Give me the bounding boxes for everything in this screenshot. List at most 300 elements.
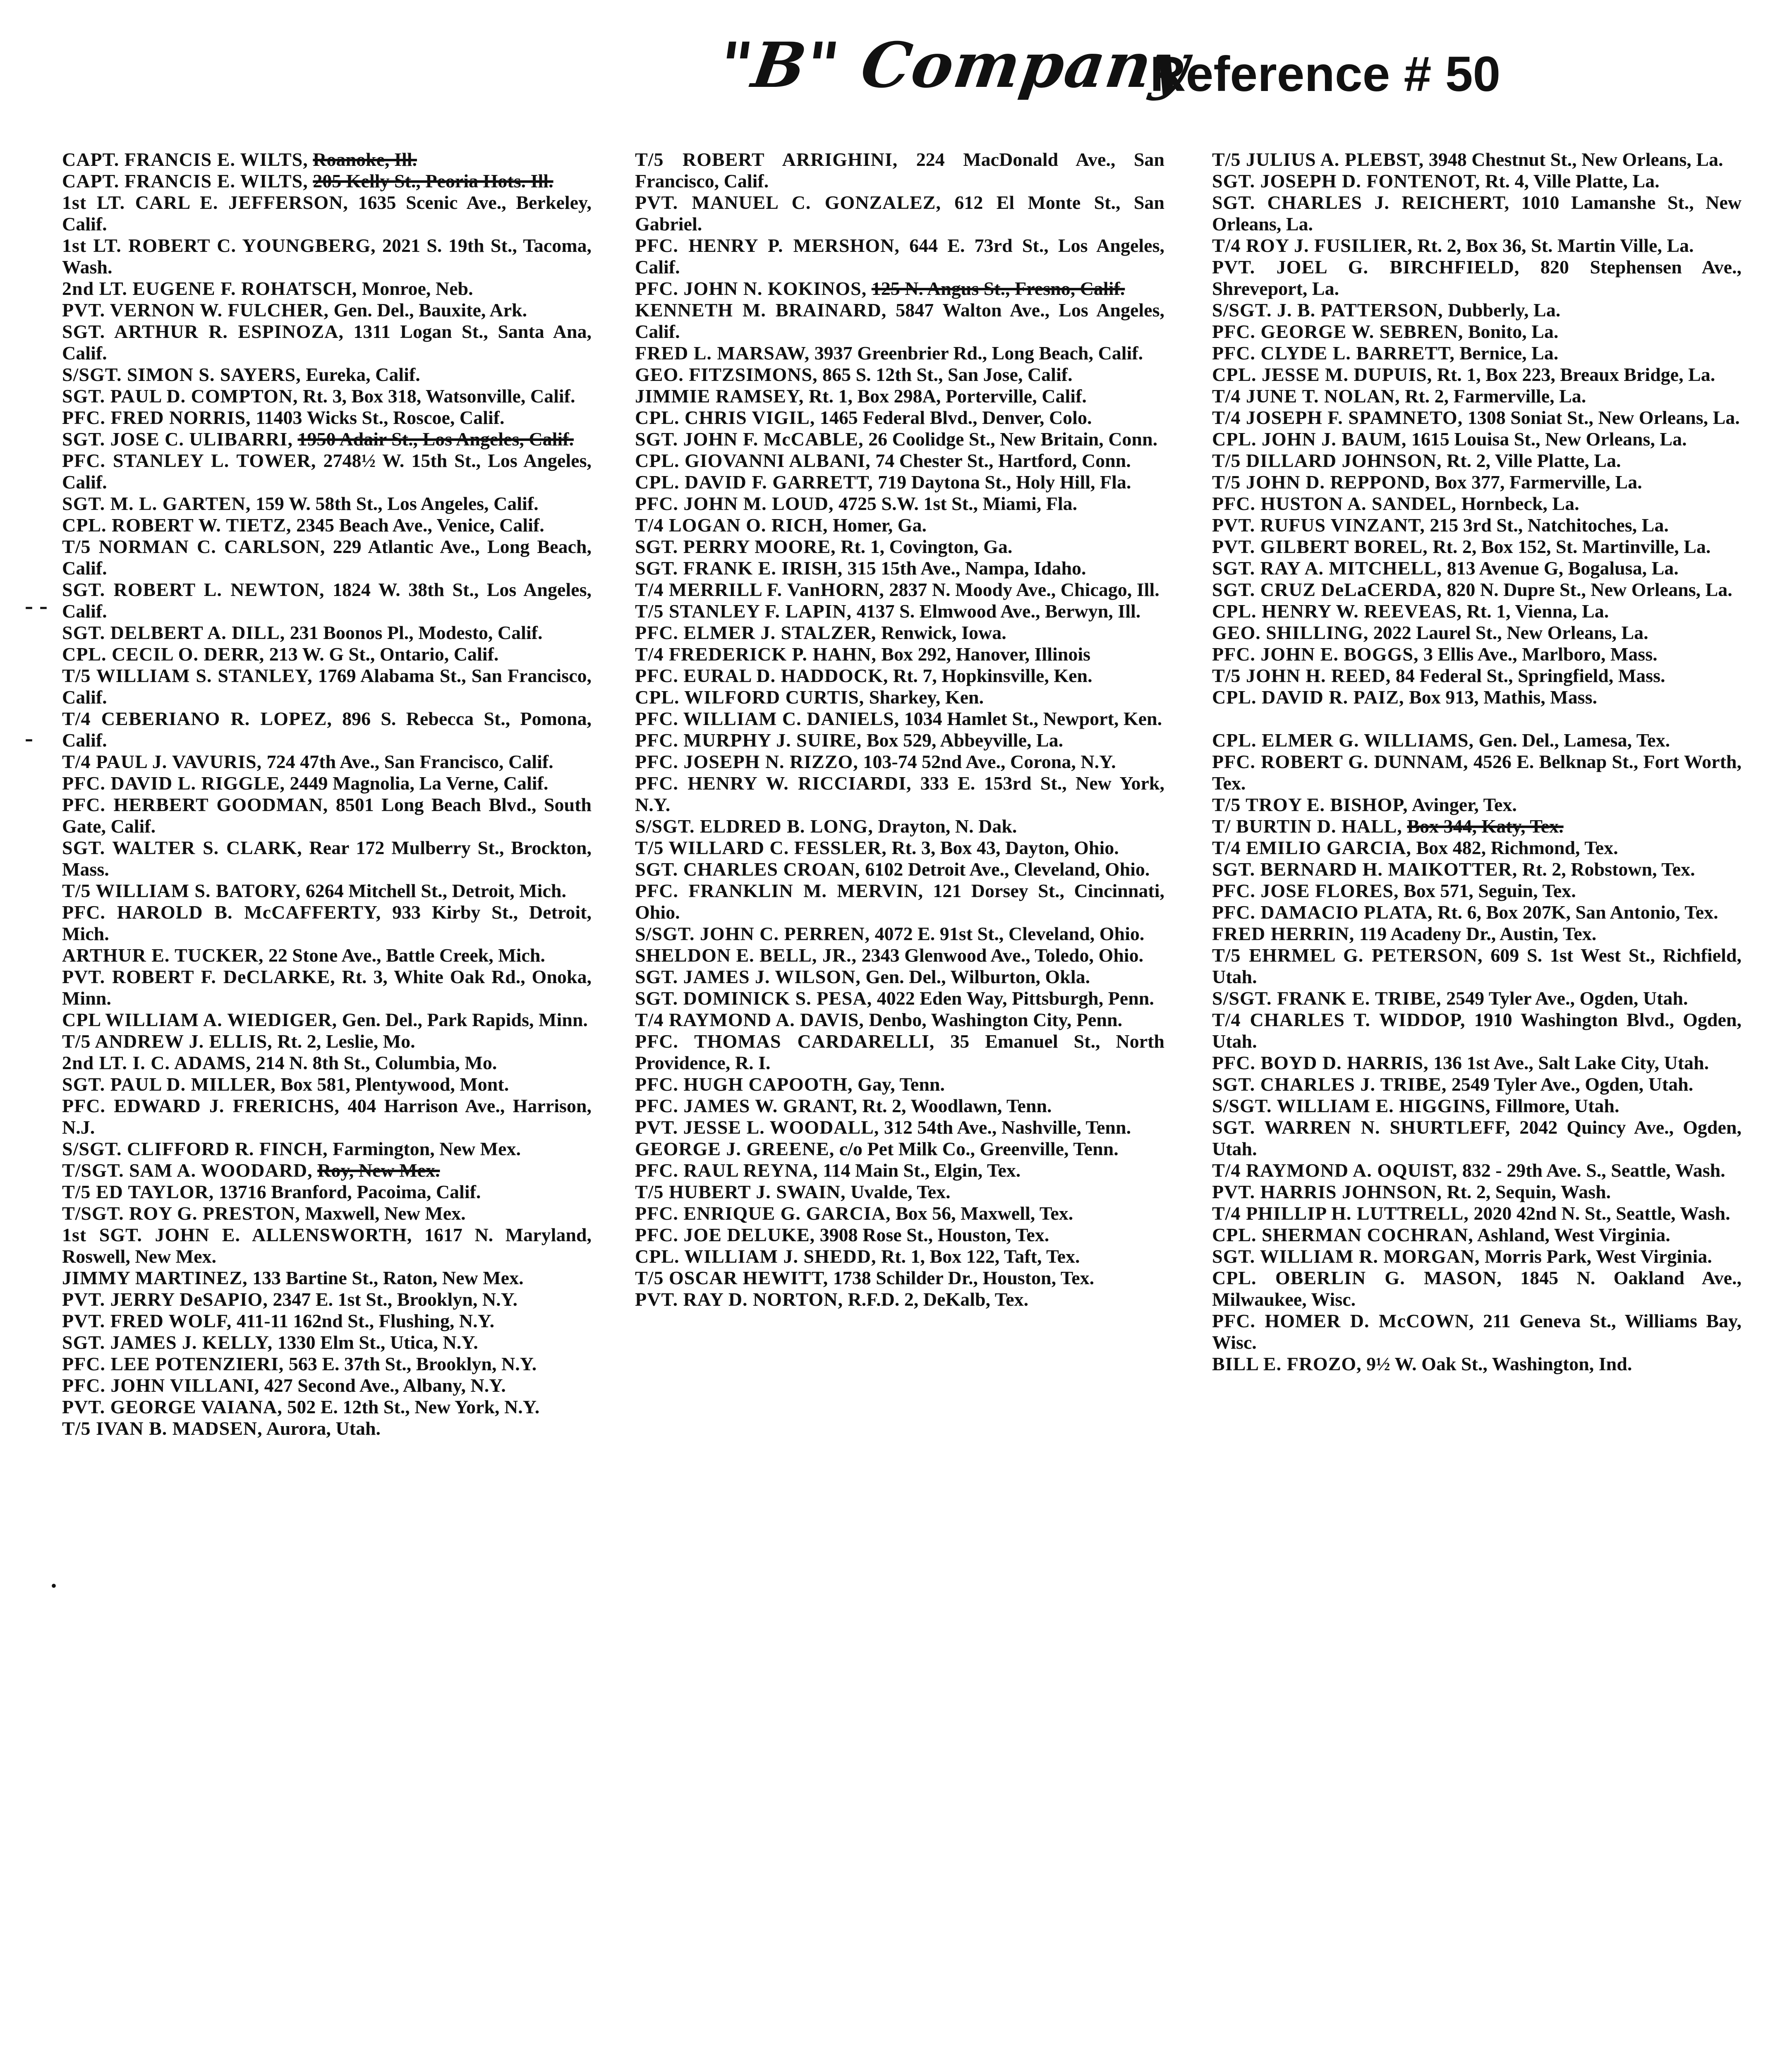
soldier-address: Box 571, Seguin, Tex.	[1404, 880, 1576, 901]
roster-entry	[62, 1396, 592, 1418]
roster-entry	[62, 1203, 592, 1224]
roster-entry	[62, 299, 592, 321]
soldier-address: Box 913, Mathis, Mass.	[1409, 687, 1597, 708]
soldier-name: T/4 EMILIO GARCIA,	[1212, 837, 1411, 858]
soldier-name: T/4 FREDERICK P. HAHN,	[635, 644, 877, 665]
reference-number: Reference # 50	[1150, 46, 1501, 102]
soldier-name: PFC. RAUL REYNA,	[635, 1160, 818, 1181]
soldier-address: 724 47th Ave., San Francisco, Calif.	[266, 751, 553, 772]
roster-entry	[635, 880, 1164, 923]
roster-entry	[1212, 794, 1742, 816]
roster-entry	[1212, 622, 1742, 644]
roster-column-1	[62, 149, 592, 1439]
soldier-name: SGT. RAY A. MITCHELL,	[1212, 558, 1442, 579]
soldier-address: 2347 E. 1st St., Brooklyn, N.Y.	[273, 1289, 518, 1310]
soldier-name: SHELDON E. BELL, JR.,	[635, 945, 857, 966]
roster-entry	[1212, 859, 1742, 880]
soldier-name: SGT. CRUZ DeLaCERDA,	[1212, 579, 1442, 600]
soldier-address: Rt. 2, Farmerville, La.	[1405, 385, 1586, 407]
soldier-name: PFC. BOYD D. HARRIS,	[1212, 1052, 1429, 1073]
soldier-name: T/5 TROY E. BISHOP,	[1212, 794, 1408, 815]
soldier-address: Gay, Tenn.	[858, 1074, 945, 1095]
roster-entry	[62, 385, 592, 407]
soldier-address: 119 Acadeny Dr., Austin, Tex.	[1359, 923, 1597, 944]
roster-entry	[635, 1181, 1164, 1203]
soldier-name: SGT. CHARLES J. REICHERT,	[1212, 192, 1510, 213]
soldier-name: PFC. LEE POTENZIERI,	[62, 1353, 284, 1374]
soldier-name: PVT. ROBERT F. DeCLARKE,	[62, 966, 335, 987]
soldier-address: Rt. 1, Vienna, La.	[1466, 601, 1609, 622]
soldier-name: SGT. CHARLES CROAN,	[635, 859, 860, 880]
soldier-name: T/5 NORMAN C. CARLSON,	[62, 536, 326, 557]
soldier-address: Rt. 2, Ville Platte, La.	[1446, 450, 1621, 471]
soldier-name: CPL. ELMER G. WILLIAMS,	[1212, 730, 1474, 751]
soldier-name: PVT. GILBERT BOREL,	[1212, 536, 1428, 557]
soldier-name: S/SGT. J. B. PATTERSON,	[1212, 299, 1443, 321]
roster-entry	[1212, 235, 1742, 256]
soldier-name: SGT. ROBERT L. NEWTON,	[62, 579, 325, 600]
roster-entry	[635, 407, 1164, 428]
soldier-address: Farmington, New Mex.	[333, 1138, 521, 1159]
soldier-address: Rt. 7, Hopkinsville, Ken.	[893, 665, 1092, 686]
soldier-name: ARTHUR E. TUCKER,	[62, 945, 264, 966]
soldier-name: CPL. DAVID R. PAIZ,	[1212, 687, 1404, 708]
soldier-address: Homer, Ga.	[833, 515, 927, 536]
soldier-name: PFC. HENRY P. MERSHON,	[635, 235, 900, 256]
soldier-name: FRED HERRIN,	[1212, 923, 1355, 944]
soldier-address: 4137 S. Elmwood Ave., Berwyn, Ill.	[856, 601, 1141, 622]
soldier-address: 3948 Chestnut St., New Orleans, La.	[1428, 149, 1723, 170]
roster-entry	[1212, 1009, 1742, 1052]
soldier-name: CPL. ROBERT W. TIETZ,	[62, 515, 292, 536]
soldier-address: 215 3rd St., Natchitoches, La.	[1430, 515, 1669, 536]
soldier-address: Rt. 3, White Oak Rd., Onoka, Minn.	[62, 966, 592, 1009]
roster-entry	[635, 1289, 1164, 1310]
soldier-address: 1330 Elm St., Utica, N.Y.	[277, 1332, 478, 1353]
roster-entry	[1212, 1095, 1742, 1117]
soldier-name: PFC. ELMER J. STALZER,	[635, 622, 877, 643]
roster-entry	[635, 428, 1164, 450]
roster-entry	[1212, 988, 1742, 1009]
soldier-name: T/5 EHRMEL G. PETERSON,	[1212, 945, 1483, 966]
soldier-address: Aurora, Utah.	[266, 1418, 381, 1439]
soldier-name: PFC. ROBERT G. DUNNAM,	[1212, 751, 1469, 772]
soldier-name: PFC. JOSE FLORES,	[1212, 880, 1399, 901]
soldier-address: 2022 Laurel St., New Orleans, La.	[1373, 622, 1648, 643]
soldier-name: T/4 JUNE T. NOLAN,	[1212, 385, 1400, 407]
roster-entry	[1212, 1224, 1742, 1246]
roster-entry	[1212, 1181, 1742, 1203]
soldier-name: T/5 JOHN H. REED,	[1212, 665, 1391, 686]
soldier-address: Monroe, Neb.	[362, 278, 473, 299]
soldier-name: T/5 IVAN B. MADSEN,	[62, 1418, 263, 1439]
soldier-name: PFC. GEORGE W. SEBREN,	[1212, 321, 1464, 342]
roster-entry	[635, 299, 1164, 342]
soldier-name: PVT. RAY D. NORTON,	[635, 1289, 843, 1310]
soldier-name: S/SGT. SIMON S. SAYERS,	[62, 364, 301, 385]
soldier-name: SGT. M. L. GARTEN,	[62, 493, 251, 514]
soldier-name: T/5 ED TAYLOR,	[62, 1181, 214, 1202]
roster-entry	[1212, 558, 1742, 579]
roster-entry	[1212, 170, 1742, 192]
soldier-address: Renwick, Iowa.	[881, 622, 1006, 643]
soldier-address: 6102 Detroit Ave., Cleveland, Ohio.	[865, 859, 1150, 880]
soldier-address: c/o Pet Milk Co., Greenville, Tenn.	[839, 1138, 1119, 1159]
soldier-name: PFC. HERBERT GOODMAN,	[62, 794, 328, 815]
roster-entry	[635, 1117, 1164, 1138]
roster-entry	[1212, 1203, 1742, 1224]
soldier-name: SGT. CHARLES J. TRIBE,	[1212, 1074, 1447, 1095]
soldier-address: 224 MacDonald Ave., San Francisco, Calif.	[635, 149, 1165, 191]
soldier-name: S/SGT. CLIFFORD R. FINCH,	[62, 1138, 328, 1159]
roster-entry	[62, 1267, 592, 1289]
roster-entry	[635, 1246, 1164, 1267]
roster-entry	[1212, 1074, 1742, 1095]
company-title: "B" Company	[714, 29, 1194, 102]
soldier-name: GEORGE J. GREENE,	[635, 1138, 835, 1159]
soldier-name: CPL. JOHN J. BAUM,	[1212, 428, 1407, 450]
soldier-address: 2837 N. Moody Ave., Chicago, Ill.	[889, 579, 1160, 600]
soldier-name: GEO. FITZSIMONS,	[635, 364, 818, 385]
soldier-address: 3937 Greenbrier Rd., Long Beach, Calif.	[814, 342, 1143, 364]
soldier-address: 133 Bartine St., Raton, New Mex.	[252, 1267, 524, 1288]
soldier-address: Rt. 2, Leslie, Mo.	[277, 1031, 415, 1052]
soldier-address: 896 S. Rebecca St., Pomona, Calif.	[62, 708, 592, 751]
soldier-name: PVT. JERRY DeSAPIO,	[62, 1289, 268, 1310]
roster-entry	[62, 966, 592, 1009]
soldier-address: Drayton, N. Dak.	[878, 816, 1017, 837]
soldier-name: PFC. JOHN E. BOGGS,	[1212, 644, 1419, 665]
roster-column-2	[635, 149, 1164, 1310]
roster-entry	[62, 515, 592, 536]
soldier-address: 74 Chester St., Hartford, Conn.	[875, 450, 1131, 471]
soldier-address: 229 Atlantic Ave., Long Beach, Calif.	[62, 536, 592, 579]
soldier-name: 1st SGT. JOHN E. ALLENSWORTH,	[62, 1224, 412, 1245]
soldier-address: 4725 S.W. 1st St., Miami, Fla.	[839, 493, 1078, 514]
roster-entry	[635, 708, 1164, 730]
roster-entry	[1212, 687, 1742, 708]
soldier-address: 563 E. 37th St., Brooklyn, N.Y.	[288, 1353, 537, 1374]
soldier-name: PFC. JOE DELUKE,	[635, 1224, 815, 1245]
soldier-address: 2549 Tyler Ave., Ogden, Utah.	[1446, 988, 1688, 1009]
roster-entry	[62, 1160, 592, 1181]
soldier-name: SGT. BERNARD H. MAIKOTTER,	[1212, 859, 1518, 880]
soldier-address: 312 54th Ave., Nashville, Tenn.	[884, 1117, 1131, 1138]
soldier-name: SGT. WILLIAM R. MORGAN,	[1212, 1246, 1480, 1267]
soldier-address: 411-11 162nd St., Flushing, N.Y.	[236, 1310, 495, 1331]
soldier-name: PVT. JESSE L. WOODALL,	[635, 1117, 879, 1138]
soldier-address: 1465 Federal Blvd., Denver, Colo.	[819, 407, 1092, 428]
roster-entry	[62, 192, 592, 235]
soldier-name: CAPT. FRANCIS E. WILTS,	[62, 149, 308, 170]
roster-entry	[1212, 579, 1742, 601]
soldier-name: T/5 HUBERT J. SWAIN,	[635, 1181, 846, 1202]
soldier-address: 1308 Soniat St., New Orleans, La.	[1467, 407, 1740, 428]
soldier-address: Gen. Del., Park Rapids, Minn.	[342, 1009, 588, 1030]
soldier-address: Rt. 4, Ville Platte, La.	[1485, 170, 1660, 191]
soldier-name: PFC. STANLEY L. TOWER,	[62, 450, 316, 471]
soldier-name: PFC. THOMAS CARDARELLI,	[635, 1031, 935, 1052]
roster-entry	[1212, 1052, 1742, 1074]
soldier-name: CPL. JESSE M. DUPUIS,	[1212, 364, 1433, 385]
roster-entry	[62, 880, 592, 902]
soldier-address: Rt. 2, Woodlawn, Tenn.	[862, 1095, 1052, 1116]
roster-entry	[62, 428, 592, 450]
roster-entry	[62, 235, 592, 278]
roster-entry	[62, 450, 592, 493]
soldier-address: 211 Geneva St., Williams Bay, Wisc.	[1212, 1310, 1742, 1353]
soldier-address: 103-74 52nd Ave., Corona, N.Y.	[863, 751, 1116, 772]
roster-entry	[1212, 493, 1742, 515]
soldier-address: 26 Coolidge St., New Britain, Conn.	[868, 428, 1158, 450]
roster-entry	[635, 644, 1164, 665]
soldier-address: 502 E. 12th St., New York, N.Y.	[287, 1396, 540, 1417]
roster-entry	[62, 1181, 592, 1203]
soldier-address: 2345 Beach Ave., Venice, Calif.	[296, 515, 544, 536]
soldier-address: Rt. 3, Box 43, Dayton, Ohio.	[891, 837, 1119, 858]
margin-mark: - -	[25, 592, 48, 619]
soldier-address: 1034 Hamlet St., Newport, Ken.	[904, 708, 1162, 729]
soldier-name: T/4 PAUL J. VAVURIS,	[62, 751, 262, 772]
soldier-name: SGT. DOMINICK S. PESA,	[635, 988, 872, 1009]
roster-entry	[635, 1267, 1164, 1289]
soldier-name: PVT. MANUEL C. GONZALEZ,	[635, 192, 941, 213]
soldier-address: 609 S. 1st West St., Richfield, Utah.	[1212, 945, 1742, 987]
roster-entry	[635, 923, 1164, 945]
soldier-name: PFC. JOHN N. KOKINOS,	[635, 278, 867, 299]
soldier-name: CPL. DAVID F. GARRETT,	[635, 472, 873, 493]
soldier-name: SGT. PAUL D. COMPTON,	[62, 385, 298, 407]
roster-entry	[1212, 902, 1742, 923]
soldier-address: 1845 N. Oakland Ave., Milwaukee, Wisc.	[1212, 1267, 1742, 1310]
soldier-address: 1311 Logan St., Santa Ana, Calif.	[62, 321, 592, 364]
roster-entry	[62, 407, 592, 428]
roster-entry	[62, 644, 592, 665]
soldier-address: 205 Kelly St., Peoria Hots. Ill.	[313, 170, 553, 191]
soldier-address: Rt. 1, Box 122, Taft, Tex.	[881, 1246, 1080, 1267]
soldier-address: Box 56, Maxwell, Tex.	[895, 1203, 1073, 1224]
soldier-name: CPL. CHRIS VIGIL,	[635, 407, 815, 428]
soldier-name: PFC. JOHN M. LOUD,	[635, 493, 834, 514]
roster-entry	[1212, 816, 1742, 837]
soldier-name: S/SGT. WILLIAM E. HIGGINS,	[1212, 1095, 1491, 1116]
soldier-address: R.F.D. 2, DeKalb, Tex.	[848, 1289, 1029, 1310]
soldier-address: 2748½ W. 15th St., Los Angeles, Calif.	[62, 450, 592, 493]
soldier-address: 136 1st Ave., Salt Lake City, Utah.	[1433, 1052, 1709, 1073]
soldier-name: SGT. WARREN N. SHURTLEFF,	[1212, 1117, 1511, 1138]
soldier-address: Box 482, Richmond, Tex.	[1416, 837, 1618, 858]
roster-entry	[635, 450, 1164, 472]
soldier-address: Rt. 1, Box 223, Breaux Bridge, La.	[1437, 364, 1715, 385]
soldier-name: T/ BURTIN D. HALL,	[1212, 816, 1402, 837]
soldier-address: Gen. Del., Wilburton, Okla.	[865, 966, 1090, 987]
soldier-address: Ashland, West Virginia.	[1477, 1224, 1670, 1245]
soldier-name: T/4 RAYMOND A. OQUIST,	[1212, 1160, 1458, 1181]
soldier-address: Hornbeck, La.	[1461, 493, 1579, 514]
soldier-address: 4526 E. Belknap St., Fort Worth, Tex.	[1212, 751, 1742, 794]
soldier-address: 84 Federal St., Springfield, Mass.	[1395, 665, 1665, 686]
roster-entry	[1212, 945, 1742, 988]
roster-entry	[1212, 751, 1742, 794]
soldier-name: CAPT. FRANCIS E. WILTS,	[62, 170, 308, 191]
roster-entry	[62, 1418, 592, 1439]
soldier-address: Denbo, Washington City, Penn.	[869, 1009, 1123, 1030]
soldier-address: 333 E. 153rd St., New York, N.Y.	[635, 773, 1165, 815]
soldier-address: 2449 Magnolia, La Verne, Calif.	[290, 773, 549, 794]
roster-entry	[635, 622, 1164, 644]
soldier-name: T/4 ROY J. FUSILIER,	[1212, 235, 1413, 256]
soldier-name: PFC. EDWARD J. FRERICHS,	[62, 1095, 340, 1116]
roster-entry	[62, 170, 592, 192]
roster-entry	[1212, 923, 1742, 945]
roster-entry	[1212, 472, 1742, 493]
soldier-name: CPL. SHERMAN COCHRAN,	[1212, 1224, 1473, 1245]
soldier-name: CPL. WILLIAM J. SHEDD,	[635, 1246, 877, 1267]
roster-entry	[635, 1009, 1164, 1031]
soldier-address: 813 Avenue G, Bogalusa, La.	[1447, 558, 1679, 579]
roster-entry	[635, 149, 1164, 192]
soldier-name: PFC. CLYDE L. BARRETT,	[1212, 342, 1455, 364]
soldier-address: Avinger, Tex.	[1411, 794, 1517, 815]
soldier-name: CPL. WILFORD CURTIS,	[635, 687, 865, 708]
soldier-name: SGT. JOHN F. McCABLE,	[635, 428, 864, 450]
soldier-address: 1738 Schilder Dr., Houston, Tex.	[833, 1267, 1095, 1288]
soldier-name: PFC. DAVID L. RIGGLE,	[62, 773, 285, 794]
soldier-address: 3 Ellis Ave., Marlboro, Mass.	[1423, 644, 1658, 665]
soldier-address: 125 N. Angus St., Fresno, Calif.	[871, 278, 1125, 299]
roster-entry	[635, 730, 1164, 751]
soldier-name: SGT. JAMES J. KELLY,	[62, 1332, 273, 1353]
soldier-name: PFC. JOSEPH N. RIZZO,	[635, 751, 858, 772]
soldier-name: PFC. ENRIQUE G. GARCIA,	[635, 1203, 891, 1224]
soldier-name: T/5 ANDREW J. ELLIS,	[62, 1031, 273, 1052]
soldier-address: 832 - 29th Ave. S., Seattle, Wash.	[1462, 1160, 1725, 1181]
soldier-address: Gen. Del., Lamesa, Tex.	[1478, 730, 1670, 751]
soldier-address: 315 15th Ave., Nampa, Idaho.	[847, 558, 1086, 579]
roster-entry	[635, 837, 1164, 859]
roster-entry	[62, 1310, 592, 1332]
soldier-address: Rt. 1, Covington, Ga.	[841, 536, 1013, 557]
soldier-name: 2nd LT. EUGENE F. ROHATSCH,	[62, 278, 357, 299]
soldier-name: GEO. SHILLING,	[1212, 622, 1369, 643]
soldier-address: Box 344, Katy, Tex.	[1407, 816, 1564, 837]
roster-entry	[62, 773, 592, 794]
soldier-address: 213 W. G St., Ontario, Calif.	[269, 644, 499, 665]
soldier-address: 114 Main St., Elgin, Tex.	[823, 1160, 1021, 1181]
roster-entry	[62, 794, 592, 837]
soldier-address: 820 Stephensen Ave., Shreveport, La.	[1212, 256, 1742, 299]
soldier-name: KENNETH M. BRAINARD,	[635, 299, 887, 321]
soldier-name: PFC. WILLIAM C. DANIELS,	[635, 708, 900, 729]
soldier-name: PVT. GEORGE VAIANA,	[62, 1396, 283, 1417]
soldier-address: 231 Boonos Pl., Modesto, Calif.	[290, 622, 543, 643]
roster-entry	[1212, 192, 1742, 235]
soldier-address: Rt. 2, Sequin, Wash.	[1447, 1181, 1611, 1202]
soldier-name: T/4 LOGAN O. RICH,	[635, 515, 828, 536]
soldier-address: 214 N. 8th St., Columbia, Mo.	[256, 1052, 497, 1073]
roster-entry	[635, 515, 1164, 536]
soldier-name: T/5 DILLARD JOHNSON,	[1212, 450, 1442, 471]
soldier-name: S/SGT. ELDRED B. LONG,	[635, 816, 873, 837]
soldier-name: T/4 PHILLIP H. LUTTRELL,	[1212, 1203, 1469, 1224]
soldier-address: Box 292, Hanover, Illinois	[881, 644, 1091, 665]
soldier-address: Bonito, La.	[1468, 321, 1559, 342]
soldier-name: T/5 JULIUS A. PLEBST,	[1212, 149, 1424, 170]
soldier-name: PFC. FRANKLIN M. MERVIN,	[635, 880, 923, 901]
soldier-name: FRED L. MARSAW,	[635, 342, 810, 364]
roster-entry	[635, 192, 1164, 235]
soldier-address: 9½ W. Oak St., Washington, Ind.	[1366, 1353, 1632, 1374]
roster-entry	[1212, 644, 1742, 665]
roster-entry	[62, 1353, 592, 1375]
roster-entry	[62, 622, 592, 644]
roster-entry	[635, 493, 1164, 515]
roster-entry	[635, 816, 1164, 837]
soldier-name: SGT. JOSE C. ULIBARRI,	[62, 428, 293, 450]
soldier-address: 1617 N. Maryland, Roswell, New Mex.	[62, 1224, 592, 1267]
roster-entry	[1212, 1246, 1742, 1267]
soldier-address: 2042 Quincy Ave., Ogden, Utah.	[1212, 1117, 1742, 1159]
soldier-name: T/4 RAYMOND A. DAVIS,	[635, 1009, 864, 1030]
roster-entry	[62, 708, 592, 751]
soldier-address: Fillmore, Utah.	[1495, 1095, 1620, 1116]
soldier-name: SGT. PERRY MOORE,	[635, 536, 836, 557]
soldier-address: 1010 Lamanshe St., New Orleans, La.	[1212, 192, 1742, 235]
soldier-name: PFC. JAMES W. GRANT,	[635, 1095, 858, 1116]
soldier-address: 933 Kirby St., Detroit, Mich.	[62, 902, 592, 944]
roster-entry	[635, 1203, 1164, 1224]
soldier-address: 1769 Alabama St., San Francisco, Calif.	[62, 665, 592, 708]
roster-entry	[1212, 342, 1742, 364]
soldier-address: Box 529, Abbeyville, La.	[866, 730, 1064, 751]
soldier-name: PFC. HAROLD B. McCAFFERTY,	[62, 902, 381, 923]
roster-entry	[635, 536, 1164, 558]
roster-entry	[635, 1138, 1164, 1160]
soldier-name: T/4 MERRILL F. VanHORN,	[635, 579, 884, 600]
roster-entry	[1212, 1267, 1742, 1310]
roster-entry	[62, 493, 592, 515]
roster-entry	[1212, 385, 1742, 407]
soldier-name: CPL WILLIAM A. WIEDIGER,	[62, 1009, 338, 1030]
soldier-name: SGT. PAUL D. MILLER,	[62, 1074, 276, 1095]
roster-entry	[62, 751, 592, 773]
roster-entry	[1212, 730, 1742, 751]
roster-entry	[1212, 515, 1742, 536]
soldier-address: 820 N. Dupre St., New Orleans, La.	[1447, 579, 1732, 600]
soldier-address: 719 Daytona St., Holy Hill, Fla.	[878, 472, 1131, 493]
soldier-address: Roy, New Mex.	[317, 1160, 440, 1181]
roster-entry	[62, 364, 592, 385]
soldier-address: Rt. 2, Box 152, St. Martinville, La.	[1433, 536, 1711, 557]
roster-entry	[1212, 364, 1742, 385]
soldier-name: BILL E. FROZO,	[1212, 1353, 1362, 1374]
soldier-name: SGT. JOSEPH D. FONTENOT,	[1212, 170, 1481, 191]
roster-entry	[1212, 149, 1742, 170]
soldier-address: Sharkey, Ken.	[869, 687, 984, 708]
roster-entry	[1212, 1310, 1742, 1353]
soldier-address: Rear 172 Mulberry St., Brockton, Mass.	[62, 837, 592, 880]
roster-entry	[62, 1138, 592, 1160]
soldier-name: PFC. EURAL D. HADDOCK,	[635, 665, 889, 686]
soldier-name: T/5 WILLARD C. FESSLER,	[635, 837, 887, 858]
roster-entry	[1212, 407, 1742, 428]
soldier-address: 121 Dorsey St., Cincinnati, Ohio.	[635, 880, 1165, 923]
roster-entry	[1212, 601, 1742, 622]
roster-entry	[635, 472, 1164, 493]
soldier-address: 2343 Glenwood Ave., Toledo, Ohio.	[861, 945, 1144, 966]
roster-entry	[1212, 880, 1742, 902]
roster-entry	[62, 1375, 592, 1396]
